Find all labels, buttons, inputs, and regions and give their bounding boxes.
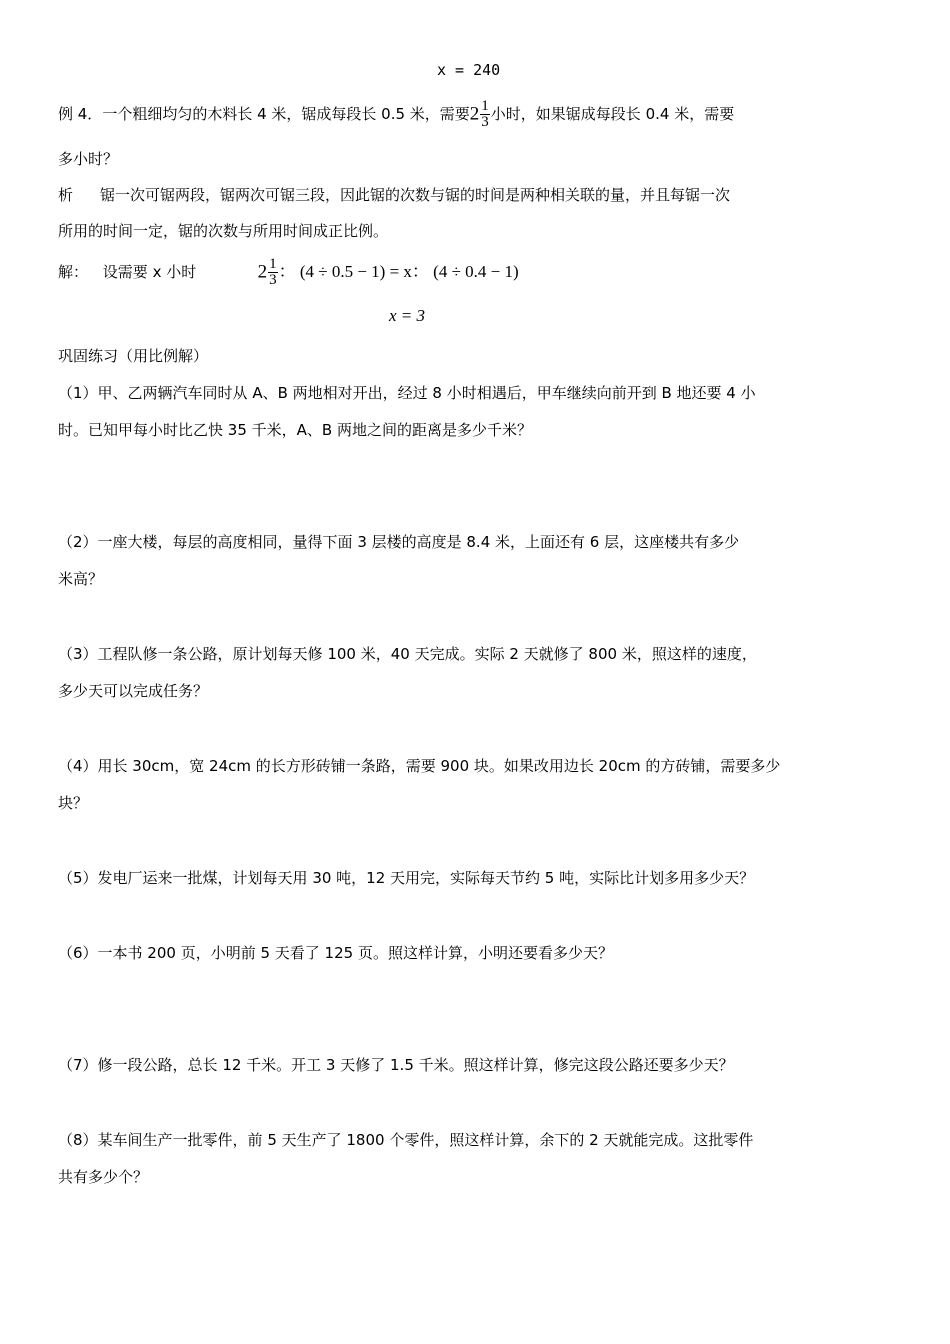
fraction-denominator: 3 bbox=[481, 114, 489, 130]
analysis-line-2: 所用的时间一定，锯的次数与所用时间成正比例。 bbox=[58, 222, 389, 240]
problem-8-line-1: （8）某车间生产一批零件，前 5 天生产了 1800 个零件，照这样计算，余下的 2 天就能完成。这批零件 bbox=[58, 1131, 754, 1149]
problem-5: （5）发电厂运来一批煤，计划每天用 30 吨，12 天用完，实际每天节约 5 吨，实际比计划多用多少天？ bbox=[58, 869, 755, 887]
example-text-a: 一个粗细均匀的木料长 4 米，锯成每段长 0.5 米，需要 bbox=[102, 105, 470, 123]
top-equation: x = 240 bbox=[437, 61, 501, 79]
problem-4-line-1: （4）用长 30cm，宽 24cm 的长方形砖铺一条路，需要 900 块。如果改用边长 20cm 的方砖铺，需要多少 bbox=[58, 757, 781, 775]
ratio-fraction-numerator: 1 bbox=[269, 256, 277, 272]
analysis-label: 析 bbox=[58, 186, 74, 204]
example-label: 例 4． bbox=[58, 105, 103, 123]
ratio-equation: ： (4 ÷ 0.5 − 1) = x： (4 ÷ 0.4 − 1) bbox=[278, 262, 519, 281]
ratio-whole: 2 bbox=[257, 261, 268, 283]
solution-line bbox=[58, 255, 519, 290]
problem-3-line-1: （3）工程队修一条公路，原计划每天修 100 米，40 天完成。实际 2 天就修了 800 米，照这样的速度， bbox=[58, 645, 757, 663]
ratio-fraction-denominator: 3 bbox=[269, 272, 277, 288]
example-text-b: 小时，如果锯成每段长 0.4 米，需要 bbox=[490, 105, 735, 123]
problem-4-line-2: 块？ bbox=[58, 794, 89, 812]
ratio-fraction bbox=[268, 257, 278, 288]
problem-2-line-2: 米高？ bbox=[58, 570, 104, 588]
practice-title: 巩固练习（用比例解） bbox=[58, 347, 209, 365]
mixed-number-whole: 2 bbox=[469, 103, 480, 125]
solution-label: 解： bbox=[58, 263, 89, 281]
problem-1-line-1: （1）甲、乙两辆汽车同时从 A、B 两地相对开出，经过 8 小时相遇后，甲车继续向前开到 B 地还要 4 小 bbox=[58, 384, 756, 402]
problem-6: （6）一本书 200 页，小明前 5 天看了 125 页。照这样计算，小明还要看多少天？ bbox=[58, 944, 613, 962]
problem-8-line-2: 共有多少个？ bbox=[58, 1168, 149, 1186]
problem-3-line-2: 多少天可以完成任务？ bbox=[58, 682, 209, 700]
analysis-line-1 bbox=[58, 185, 730, 205]
problem-1-line-2: 时。已知甲每小时比乙快 35 千米，A、B 两地之间的距离是多少千米？ bbox=[58, 421, 532, 439]
problem-7: （7）修一段公路，总长 12 千米。开工 3 天修了 1.5 千米。照这样计算，修完这段公路还要多少天？ bbox=[58, 1056, 734, 1074]
example-4-line-2: 多小时？ bbox=[58, 150, 119, 168]
fraction-numerator: 1 bbox=[481, 98, 489, 114]
solution-result: x = 3 bbox=[389, 306, 426, 325]
solution-setup: 设需要 x 小时 bbox=[102, 263, 197, 281]
analysis-text-1: 锯一次可锯两段，锯两次可锯三段，因此锯的次数与锯的时间是两种相关联的量，并且每锯一次 bbox=[100, 186, 731, 204]
example-4-line-1 bbox=[58, 98, 734, 131]
mixed-number-fraction bbox=[480, 99, 490, 130]
problem-2-line-1: （2）一座大楼，每层的高度相同，量得下面 3 层楼的高度是 8.4 米，上面还有 6 层，这座楼共有多少 bbox=[58, 533, 740, 551]
